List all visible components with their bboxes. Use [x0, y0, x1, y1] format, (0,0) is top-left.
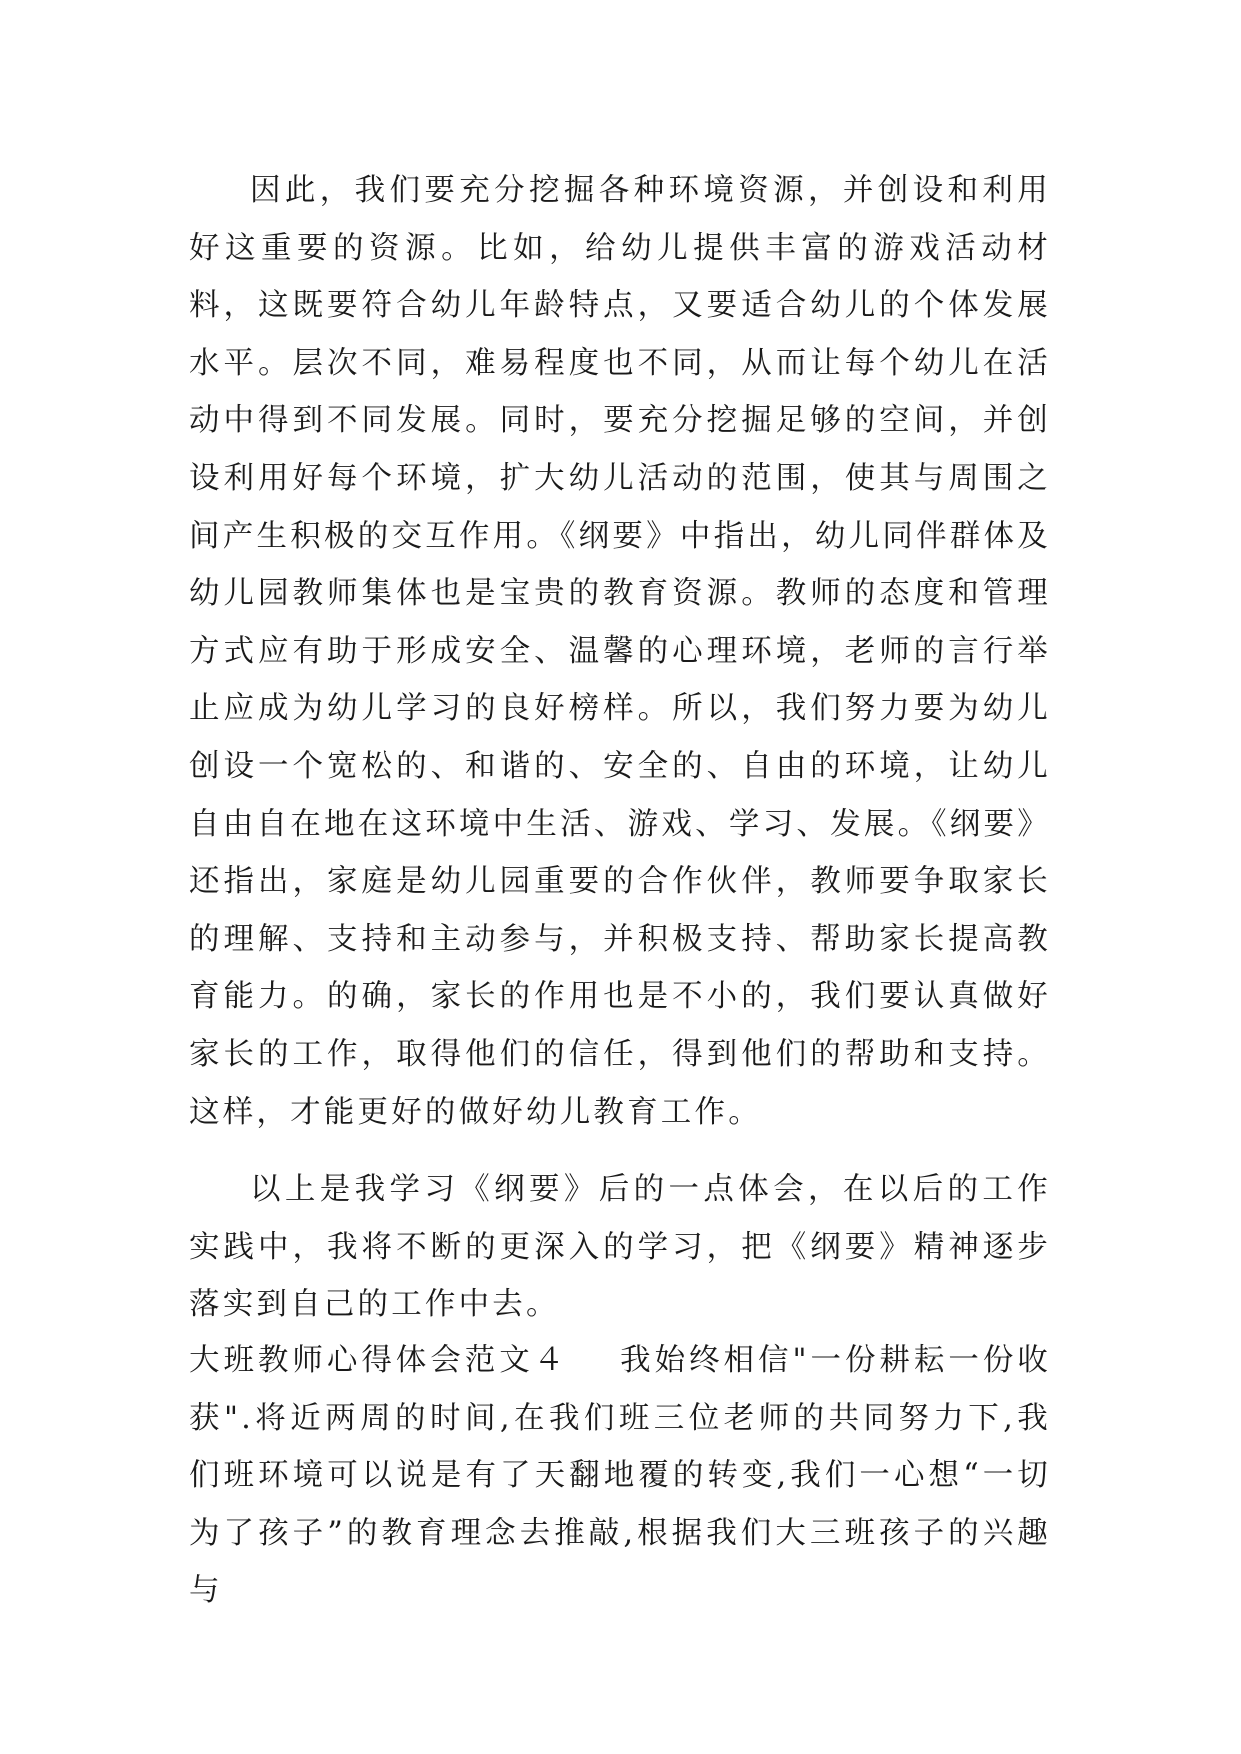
- body-paragraph-1: [189, 162, 1051, 1141]
- body-paragraph-2: [189, 1161, 1051, 1334]
- section-title: 大班教师心得体会范文４: [189, 1343, 569, 1378]
- paragraph-text: 因此，我们要充分挖掘各种环境资源，并创设和利用好这重要的资源。比如，给幼儿提供丰富的游戏活动材料，这既要符合幼儿年龄特点，又要适合幼儿的个体发展水平。层次不同，难易程度也不同，从而让每个幼儿在活动中得到不同发展。同时，要充分挖掘足够的空间，并创设利用好每个环境，扩大幼儿活动的范围，使其与周围之间产生积极的交互作用。《纲要》中指出，幼儿同伴群体及幼儿园教师集体也是宝贵的教育资源。教师的态度和管理方式应有助于形成安全、温馨的心理环境，老师的言行举止应成为幼儿学习的良好榜样。所以，我们努力要为幼儿创设一个宽松的、和谐的、安全的、自由的环境，让幼儿自由自在地在这环境中生活、游戏、学习、发展。《纲要》还指出，家庭是幼儿园重要的合作伙伴，教师要争取家长的理解、支持和主动参与，并积极支持、帮助家长提高教育能力。的确，家长的作用也是不小的，我们要认真做好家长的工作，取得他们的信任，得到他们的帮助和支持。这样，才能更好的做好幼儿教育工作。: [189, 173, 1051, 1130]
- section-body: 我始终相信"一份耕耘一份收获".将近两周的时间,在我们班三位老师的共同努力下,我们班环境可以说是有了天翻地覆的转变,我们一心想“一切为了孩子”的教育理念去推敲,根据我们大三班孩子的兴趣与: [189, 1343, 1051, 1609]
- section-text: [189, 1332, 1051, 1620]
- section-paragraph: [189, 1332, 1051, 1620]
- paragraph-text: 以上是我学习《纲要》后的一点体会，在以后的工作实践中，我将不断的更深入的学习，把《纲要》精神逐步落实到自己的工作中去。: [189, 1172, 1051, 1323]
